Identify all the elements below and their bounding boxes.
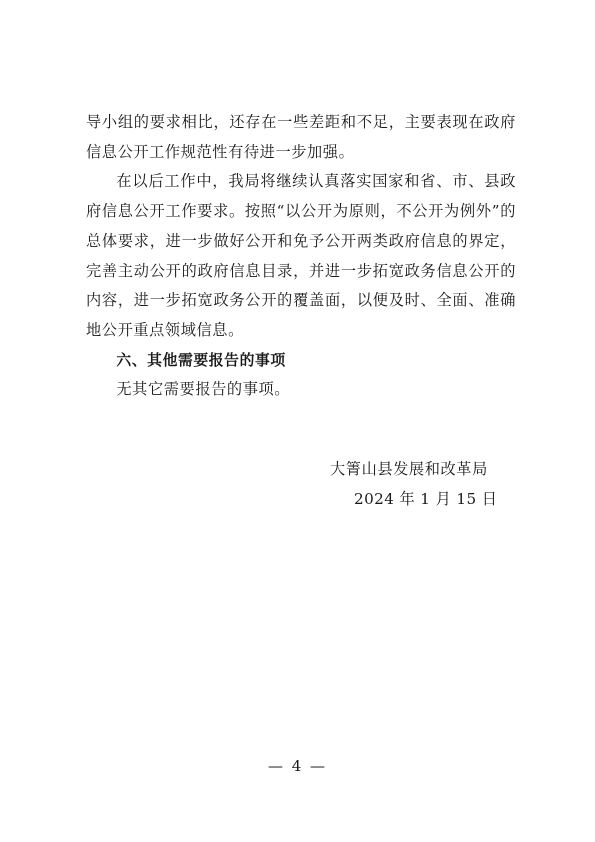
signature-organization: 大箐山县发展和改革局 xyxy=(330,460,488,478)
signature-date: 2024 年 1 月 15 日 xyxy=(354,489,498,508)
paragraph-future-work: 在以后工作中，我局将继续认真落实国家和省、市、县政府信息公开工作要求。按照“以公开为原则，不公开为例外”的总体要求，进一步做好公开和免予公开两类政府信息的界定，完善主动公开的政府信息目录，并进一步拓宽政务信息公开的内容，进一步拓宽政务公开的覆盖面，以便及时、全面、准确地公开重点领域信息。 xyxy=(86,172,516,339)
section-body: 无其它需要报告的事项。 xyxy=(116,380,291,399)
paragraph-continuation: 导小组的要求相比，还存在一些差距和不足，主要表现在政府信息公开工作规范性有待进一步加强。 xyxy=(86,113,516,161)
document-body xyxy=(86,108,516,405)
section-heading: 六、其他需要报告的事项 xyxy=(116,351,286,369)
page-number: — 4 — xyxy=(267,757,328,775)
signature-block xyxy=(330,455,530,514)
